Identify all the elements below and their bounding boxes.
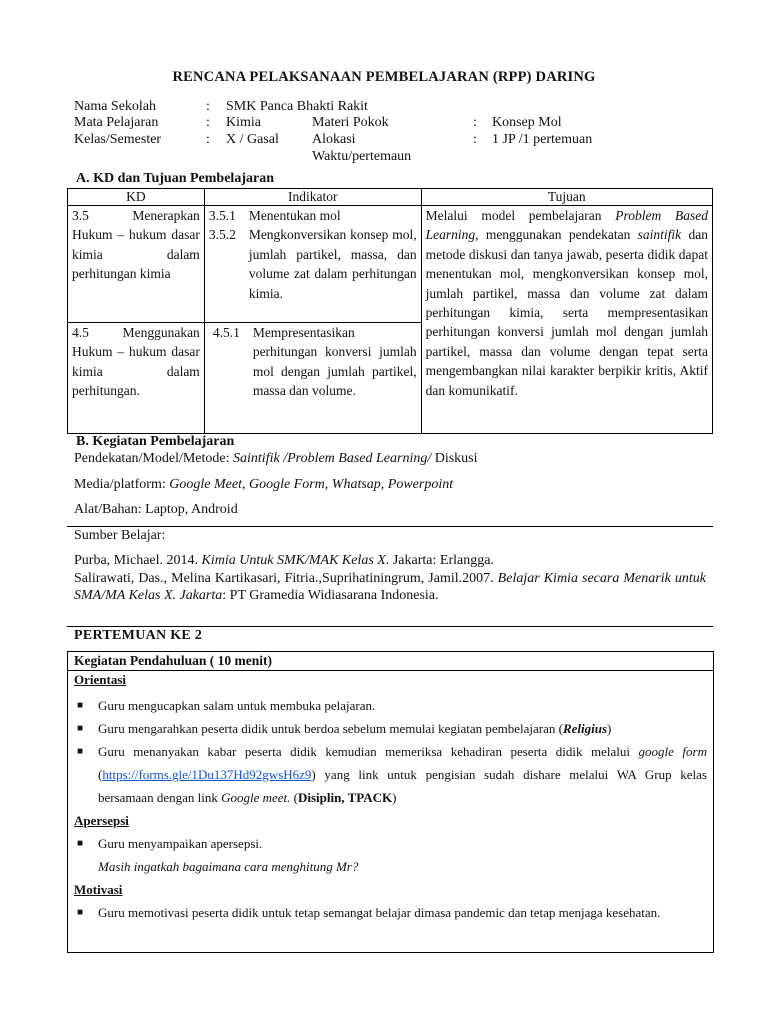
list-item xyxy=(74,832,707,855)
colon: : xyxy=(206,132,210,147)
section-b-heading: B. Kegiatan Pembelajaran xyxy=(76,434,235,449)
media-line xyxy=(74,477,453,493)
tujuan-text: dan metode diskusi dan tanya jawab, peserta didik dapat menentukan mol, mengkonversikan konsep mol, jumlah partikel, massa dan volume zat dalam perhitungan kimia, serta mempresentasikan perhitungan konversi jumlah mol dengan jumlah partikel, massa dan volume dengan tepat serta mengembangkan nilai karakter berpikir kritis, Aktif dan komunikatif. xyxy=(425,227,708,398)
item-italic: Google meet. xyxy=(221,790,291,805)
label-mapel: Mata Pelajaran xyxy=(74,115,159,130)
label-materi: Materi Pokok xyxy=(312,115,389,130)
item-text: ( xyxy=(98,767,103,782)
tujuan-text: Melalui model pembelajaran xyxy=(425,208,616,223)
pendekatan-italic: Saintifik /Problem Based Learning/ xyxy=(233,451,432,466)
divider xyxy=(67,626,713,627)
kd-cell-2: 4.5 Menggunakan Hukum – hukum dasar kimia dalam perhitungan. xyxy=(68,323,205,434)
item-text: ) xyxy=(392,790,397,805)
orientasi-heading: Orientasi xyxy=(74,672,126,687)
indicator-number: 4.5.1 xyxy=(212,325,240,340)
section-a-heading: A. KD dan Tujuan Pembelajaran xyxy=(76,171,274,186)
alat-line: Alat/Bahan: Laptop, Android xyxy=(74,502,238,517)
value-kelas: X / Gasal xyxy=(226,132,279,147)
bullet-icon: ■ xyxy=(77,907,84,918)
ref-italic: Kimia Untuk SMK/MAK Kelas X. xyxy=(201,553,390,568)
list-item xyxy=(74,717,707,740)
tujuan-italic: saintifik xyxy=(637,227,682,243)
indicator-number: 3.5.2 xyxy=(208,227,236,243)
item-text: ) yang link untuk pengisian sudah dishare melalui WA Grup kelas bersamaan dengan link xyxy=(98,767,707,805)
header-kd: KD xyxy=(68,189,205,206)
indicator-text: Mengkonversikan konsep mol, jumlah partikel, massa, dan volume zat dalam perhitungan kimia. xyxy=(248,227,417,301)
item-italic: google form xyxy=(638,744,707,759)
bullet-icon: ■ xyxy=(77,746,84,757)
value-materi: Konsep Mol xyxy=(492,115,562,130)
ref-text: Jakarta: Erlangga. xyxy=(389,553,494,568)
pendekatan-line xyxy=(74,451,478,467)
bullet-icon: ■ xyxy=(77,700,84,711)
apersepsi-question: Masih ingatkah bagaimana cara menghitung Mr? xyxy=(98,859,359,874)
colon: : xyxy=(206,115,210,130)
indikator-cell-2 xyxy=(204,323,421,434)
item-text: Guru memotivasi peserta didik untuk tetap semangat belajar dimasa pandemic dan tetap menjaga kesehatan. xyxy=(98,905,661,920)
apersepsi-heading: Apersepsi xyxy=(74,813,129,828)
tujuan-cell xyxy=(421,206,712,434)
pendekatan-label: Pendekatan/Model/Metode: xyxy=(74,451,234,466)
indicator-text: Mempresentasikan perhitungan konversi jumlah mol dengan jumlah partikel, massa dan volume. xyxy=(252,325,417,399)
item-text: Guru mengucapkan salam untuk membuka pelajaran. xyxy=(98,698,376,713)
pendahuluan-box xyxy=(67,651,714,953)
page-title: RENCANA PELAKSANAAN PEMBELAJARAN (RPP) DARING xyxy=(172,69,596,85)
divider xyxy=(67,526,713,527)
ref-text: Purba, Michael. 2014. xyxy=(74,553,202,568)
media-label: Media/platform: xyxy=(74,477,170,492)
bullet-icon: ■ xyxy=(77,838,84,849)
kd-cell-1: 3.5 Menerapkan Hukum – hukum dasar kimia dalam perhitungan kimia xyxy=(68,206,205,323)
item-bold-italic: Religius xyxy=(562,721,608,736)
ref-text: : PT Gramedia Widiasarana Indonesia. xyxy=(222,588,439,603)
item-text: ) xyxy=(607,721,612,736)
value-mapel: Kimia xyxy=(226,115,261,130)
header-tujuan: Tujuan xyxy=(421,189,712,206)
colon: : xyxy=(206,99,210,114)
pendekatan-rest: Diskusi xyxy=(431,451,478,466)
list-item xyxy=(209,225,417,303)
ref-text: Salirawati, Das., Melina Kartikasari, Fitria.,Suprihatiningrum, Jamil.2007. xyxy=(74,571,498,586)
table-row xyxy=(68,206,713,323)
media-italic: Google Meet, Google Form, Whatsap, Powerpoint xyxy=(169,477,454,492)
bullet-icon: ■ xyxy=(77,723,84,734)
item-text: Guru menyampaikan apersepsi. xyxy=(98,836,263,851)
kd-table xyxy=(67,188,713,434)
label-kelas: Kelas/Semester xyxy=(74,132,162,147)
item-bold: Disiplin, TPACK xyxy=(298,790,393,805)
value-alokasi: 1 JP /1 pertemuan xyxy=(492,132,593,147)
indikator-cell-1 xyxy=(204,206,421,323)
list-item xyxy=(74,694,707,717)
indicator-number: 3.5.1 xyxy=(208,208,236,223)
value-sekolah: SMK Panca Bhakti Rakit xyxy=(226,99,368,114)
tujuan-italic: Problem Based Learning xyxy=(425,208,708,243)
colon: : xyxy=(473,115,477,130)
colon: : xyxy=(473,132,477,147)
ref-italic: Belajar Kimia secara Menarik untuk SMA/MA Kelas X. Jakarta xyxy=(74,571,706,603)
pendahuluan-content xyxy=(68,671,713,924)
item-text: ( xyxy=(290,790,298,805)
item-text: Guru menanyakan kabar peserta didik kemudian memeriksa kehadiran peserta didik melalui xyxy=(98,744,639,759)
tujuan-text: , menggunakan pendekatan xyxy=(475,227,638,243)
box-title: Kegiatan Pendahuluan ( 10 menit) xyxy=(68,652,713,671)
reference-1 xyxy=(74,553,494,569)
table-header-row xyxy=(68,189,713,206)
list-item xyxy=(209,206,417,225)
list-item xyxy=(74,740,707,809)
item-text: Guru mengarahkan peserta didik untuk berdoa sebelum memulai kegiatan pembelajaran ( xyxy=(98,721,563,736)
reference-2 xyxy=(74,570,706,604)
list-item xyxy=(74,901,707,924)
motivasi-heading: Motivasi xyxy=(74,882,123,897)
label-alokasi-2: Waktu/pertemaun xyxy=(312,149,412,164)
google-form-link[interactable]: https://forms.gle/1Du137Hd92gwsH6z9 xyxy=(102,767,312,782)
indicator-text: Menentukan mol xyxy=(248,208,341,223)
label-sekolah: Nama Sekolah xyxy=(74,99,157,114)
header-indikator: Indikator xyxy=(204,189,421,206)
sumber-label: Sumber Belajar: xyxy=(74,528,166,543)
label-alokasi-1: Alokasi xyxy=(312,132,356,147)
list-item xyxy=(209,323,417,401)
pertemuan-heading: PERTEMUAN KE 2 xyxy=(74,628,203,643)
